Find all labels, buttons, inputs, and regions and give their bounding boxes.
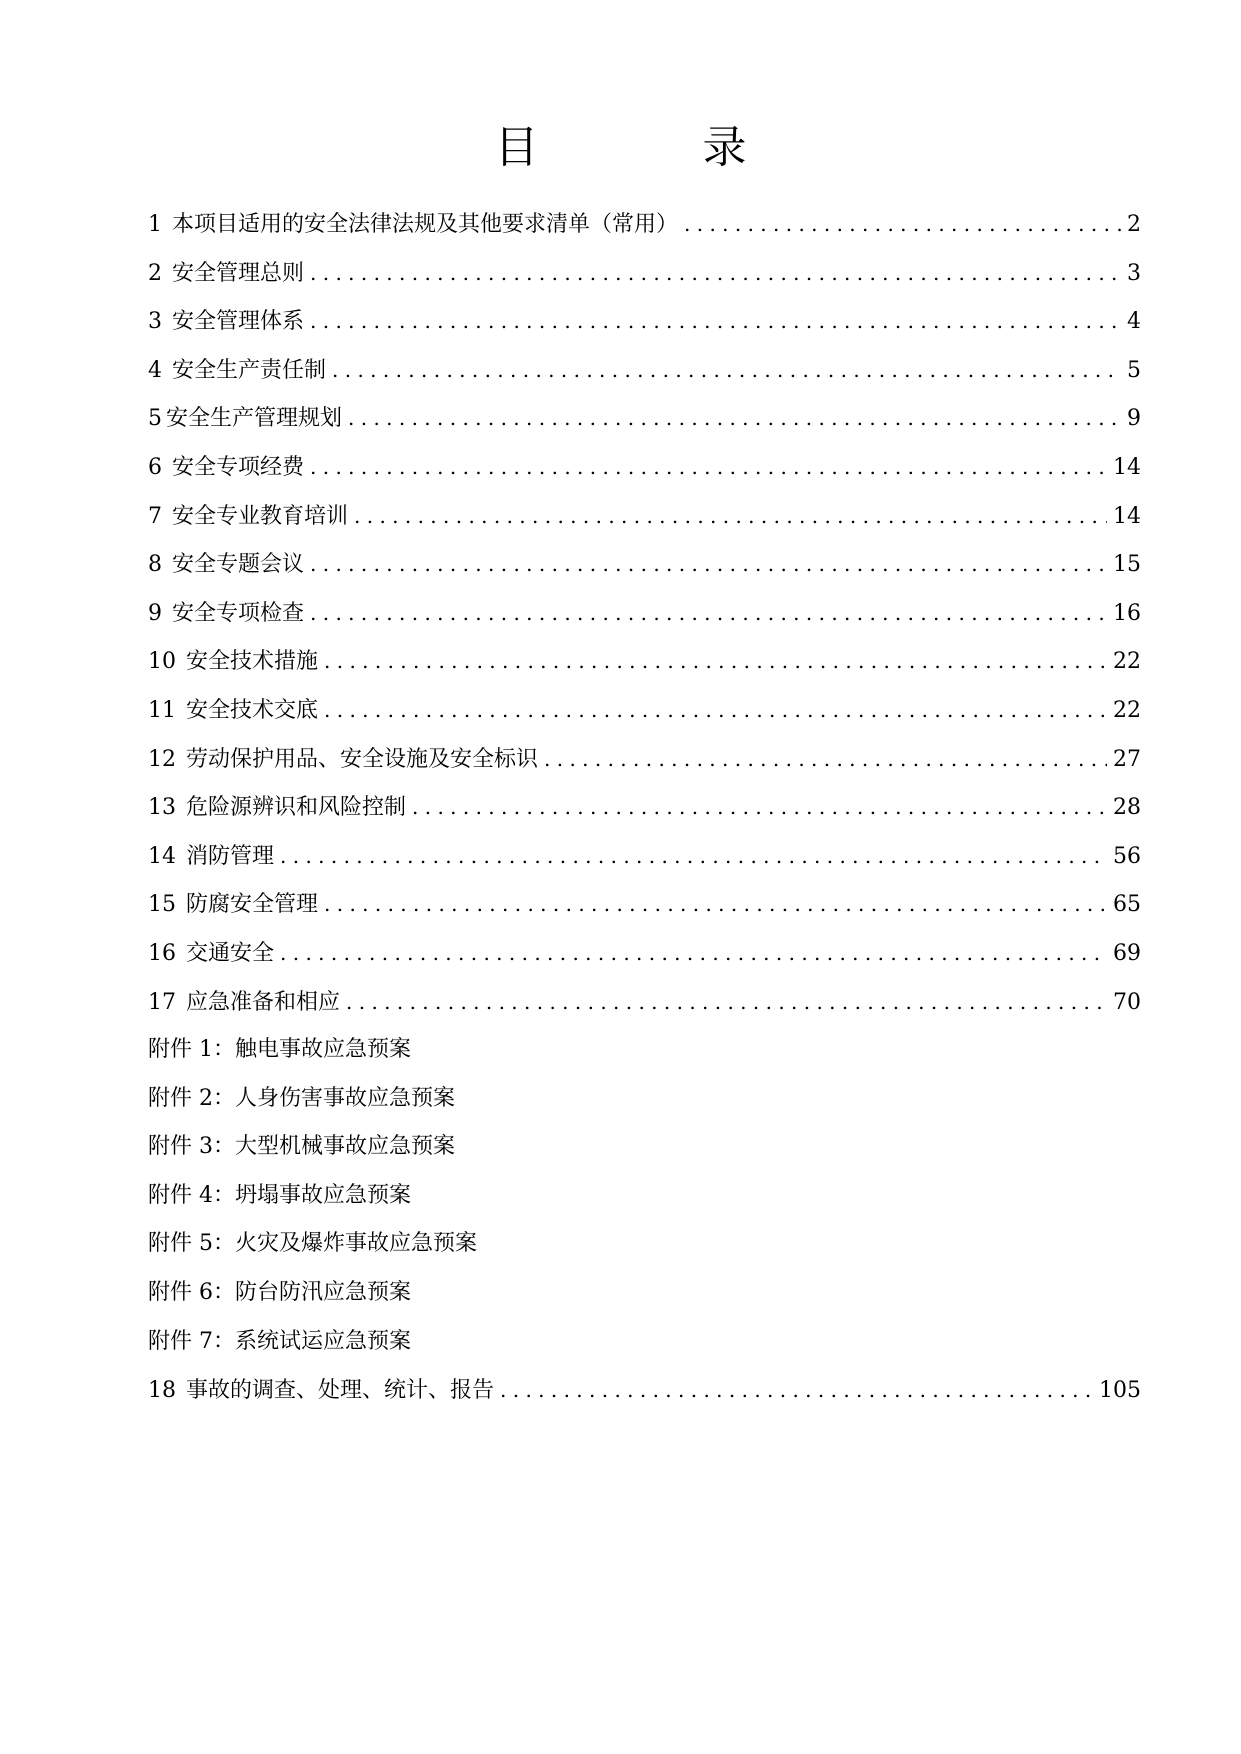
toc-dot-leader [348,394,1121,443]
toc-entry[interactable] [148,686,1141,735]
toc-entry-number: 12 [148,746,176,772]
toc-dot-leader [346,978,1107,1027]
toc-entry[interactable] [148,1026,1141,1075]
toc-entry-label: 安全管理体系 [172,309,305,335]
toc-entry-page-number: 69 [1113,940,1141,966]
toc-entry-label: 附件 1：触电事故应急预案 [148,1037,411,1063]
toc-dot-leader [332,346,1121,395]
toc-entry[interactable] [148,1269,1141,1318]
toc-entry-label: 安全技术措施 [186,649,319,675]
toc-entry[interactable] [148,249,1141,298]
toc-entry[interactable] [148,492,1141,541]
toc-entry-label: 安全技术交底 [186,697,319,723]
toc-dot-leader [354,492,1107,541]
toc-dot-leader [544,735,1107,784]
toc-entry-label: 危险源辨识和风险控制 [186,795,407,821]
toc-entry[interactable] [148,1318,1141,1367]
toc-dot-leader [310,540,1107,589]
table-of-contents [148,200,1141,1415]
toc-entry-number: 8 [148,552,162,578]
toc-entry-number: 14 [148,843,176,869]
toc-entry-label: 附件 3：大型机械事故应急预案 [148,1134,455,1160]
toc-entry[interactable] [148,297,1141,346]
toc-entry-label: 附件 4：坍塌事故应急预案 [148,1182,411,1208]
toc-entry-page-number: 22 [1113,697,1141,723]
toc-entry[interactable] [148,1123,1141,1172]
toc-entry-page-number: 3 [1127,260,1141,286]
toc-dot-leader [684,200,1121,249]
toc-entry[interactable] [148,735,1141,784]
toc-entry-number: 17 [148,989,176,1015]
toc-entry-number: 15 [148,892,176,918]
toc-entry-number: 13 [148,795,176,821]
toc-dot-leader [500,1366,1093,1415]
toc-entry[interactable] [148,929,1141,978]
toc-entry-page-number: 4 [1127,309,1141,335]
toc-entry-label: 交通安全 [186,940,275,966]
toc-entry-label: 防腐安全管理 [186,892,319,918]
toc-entry[interactable] [148,978,1141,1027]
toc-entry-page-number: 65 [1113,892,1141,918]
toc-dot-leader [412,783,1107,832]
toc-entry-label: 应急准备和相应 [186,989,341,1015]
toc-entry-number: 9 [148,600,162,626]
toc-entry-page-number: 16 [1113,600,1141,626]
toc-dot-leader [280,832,1107,881]
toc-dot-leader [324,686,1107,735]
toc-entry-label: 安全生产管理规划 [166,406,343,432]
toc-entry[interactable] [148,880,1141,929]
toc-entry[interactable] [148,783,1141,832]
toc-entry[interactable] [148,346,1141,395]
toc-entry-label: 附件 5：火灾及爆炸事故应急预案 [148,1231,477,1257]
toc-dot-leader [324,880,1107,929]
toc-entry-label: 安全管理总则 [172,260,305,286]
toc-entry-page-number: 9 [1127,406,1141,432]
toc-entry[interactable] [148,637,1141,686]
toc-entry-page-number: 14 [1113,503,1141,529]
toc-entry-label: 劳动保护用品、安全设施及安全标识 [186,746,539,772]
toc-entry-label: 事故的调查、处理、统计、报告 [186,1378,495,1404]
toc-entry-label: 附件 7：系统试运应急预案 [148,1328,411,1354]
toc-entry[interactable] [148,1220,1141,1269]
toc-entry-page-number: 28 [1113,795,1141,821]
toc-dot-leader [310,249,1121,298]
toc-entry-label: 附件 6：防台防汛应急预案 [148,1280,411,1306]
toc-entry-label: 本项目适用的安全法律法规及其他要求清单（常用） [172,212,679,237]
toc-entry-number: 16 [148,940,176,966]
toc-entry-page-number: 15 [1113,552,1141,578]
toc-entry-number: 4 [148,357,162,383]
toc-dot-leader [310,589,1107,638]
toc-entry-number: 5 [148,406,162,432]
toc-entry-page-number: 14 [1113,454,1141,480]
toc-entry-label: 附件 2：人身伤害事故应急预案 [148,1085,455,1111]
toc-dot-leader [324,637,1107,686]
toc-entry[interactable] [148,832,1141,881]
toc-entry-label: 安全专题会议 [172,552,305,578]
toc-entry-number: 7 [148,503,162,529]
toc-entry-label: 安全专项经费 [172,454,305,480]
toc-dot-leader [310,443,1107,492]
toc-entry-page-number: 2 [1127,212,1141,237]
toc-entry[interactable] [148,1366,1141,1415]
toc-entry[interactable] [148,1172,1141,1221]
toc-entry[interactable] [148,443,1141,492]
toc-entry-number: 18 [148,1378,176,1404]
toc-entry-number: 2 [148,260,162,286]
toc-dot-leader [280,929,1107,978]
toc-entry-number: 1 [148,212,162,237]
toc-entry-number: 11 [148,697,176,723]
toc-entry-page-number: 56 [1113,843,1141,869]
toc-dot-leader [310,297,1121,346]
toc-entry-page-number: 105 [1099,1378,1141,1404]
toc-entry[interactable] [148,540,1141,589]
toc-entry-number: 10 [148,649,176,675]
toc-entry-number: 6 [148,454,162,480]
toc-entry-page-number: 5 [1127,357,1141,383]
toc-entry-page-number: 70 [1113,989,1141,1015]
toc-entry-label: 消防管理 [186,843,275,869]
toc-entry[interactable] [148,394,1141,443]
toc-entry-label: 安全专项检查 [172,600,305,626]
toc-entry-label: 安全生产责任制 [172,357,327,383]
page-title: 目 录 [494,122,807,173]
toc-entry[interactable] [148,1075,1141,1124]
toc-entry[interactable] [148,589,1141,638]
toc-entry-number: 3 [148,309,162,335]
toc-entry-page-number: 22 [1113,649,1141,675]
toc-entry[interactable] [148,200,1141,249]
toc-entry-page-number: 27 [1113,746,1141,772]
toc-entry-label: 安全专业教育培训 [172,503,349,529]
